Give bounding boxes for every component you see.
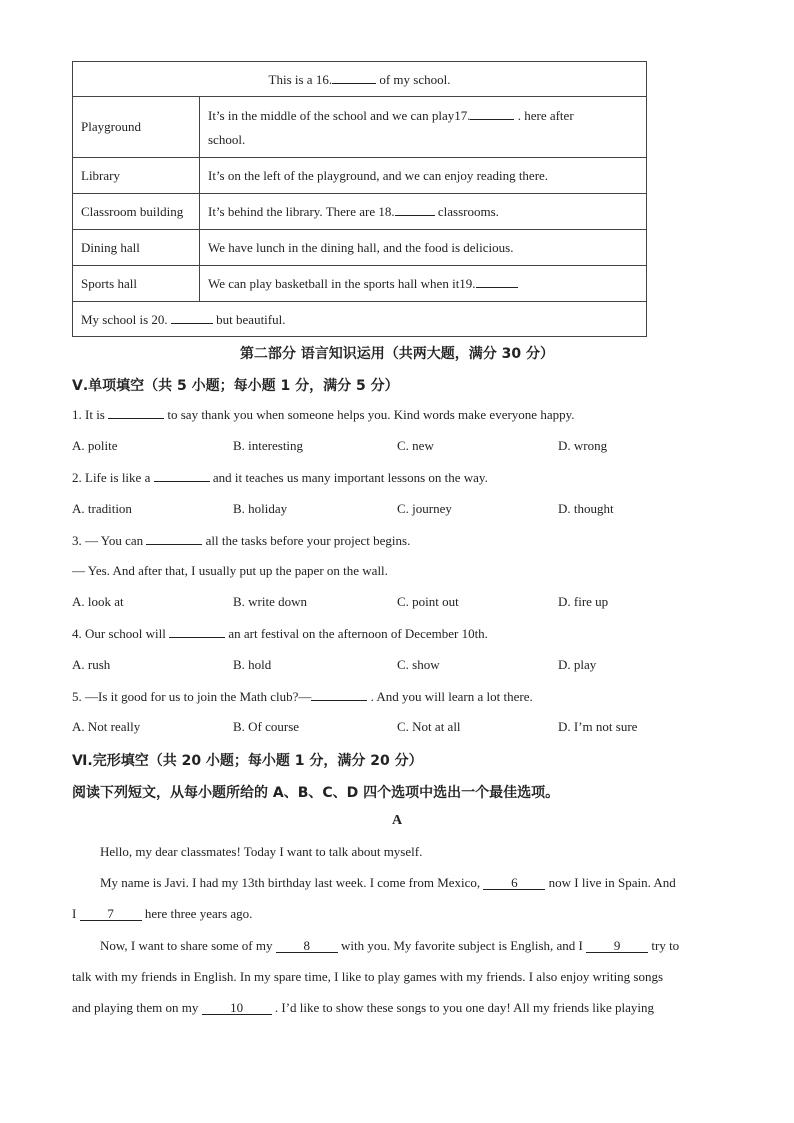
desc-text-pre: We can play basketball in the sports hall when it19. bbox=[208, 276, 476, 291]
stem-pre: 1. It is bbox=[72, 407, 109, 422]
stem-post: all the tasks before your project begins. bbox=[202, 533, 411, 548]
desc-text-pre: It’s behind the library. There are 18. bbox=[208, 204, 395, 219]
stem-post: and it teaches us many important lessons on the way. bbox=[209, 470, 488, 485]
blank-20 bbox=[171, 311, 213, 324]
q5-option-a: A. Not really bbox=[72, 719, 141, 734]
header-text-post: of my school. bbox=[376, 71, 451, 87]
q2-option-a: A. tradition bbox=[72, 501, 132, 516]
cloze-blank-8: 8 bbox=[276, 939, 338, 953]
place-cell: Library bbox=[73, 158, 200, 194]
place-cell: Playground bbox=[73, 97, 200, 158]
part2-title: 第二部分 语言知识运用（共两大题，满分 30 分） bbox=[239, 346, 555, 362]
desc-text-pre: It’s in the middle of the school and we can play17. bbox=[208, 107, 471, 123]
answer-blank bbox=[108, 406, 164, 419]
q1-option-c: C. new bbox=[397, 438, 434, 453]
section6-instruction: 阅读下列短文，从每小题所给的 A、B、C、D 四个选项中选出一个最佳选项。 bbox=[72, 785, 560, 801]
answer-blank bbox=[169, 625, 225, 638]
stem-post: . And you will learn a lot there. bbox=[367, 689, 533, 704]
stem-post: to say thank you when someone helps you. Kind words make everyone happy. bbox=[164, 407, 575, 422]
q4-option-d: D. play bbox=[558, 657, 597, 672]
table-row bbox=[73, 266, 647, 302]
q1-option-a: A. polite bbox=[72, 438, 118, 453]
text: now I live in Spain. And bbox=[545, 875, 676, 890]
question-5-stem bbox=[72, 688, 533, 705]
q2-option-d: D. thought bbox=[558, 501, 614, 516]
desc-cell bbox=[200, 194, 647, 230]
passage-line-2 bbox=[100, 875, 676, 891]
passage-line-5: talk with my friends in English. In my spare time, I like to play games with my friends. I also enjoy writing songs bbox=[72, 969, 664, 984]
q3-option-c: C. point out bbox=[397, 594, 459, 609]
desc-text-post: . here after bbox=[514, 107, 574, 123]
section5-title: Ⅴ.单项填空（共 5 小题；每小题 1 分，满分 5 分） bbox=[72, 378, 399, 394]
question-2-stem bbox=[72, 469, 488, 486]
answer-blank bbox=[146, 532, 202, 545]
passage-line-6 bbox=[72, 1000, 654, 1016]
q1-option-d: D. wrong bbox=[558, 438, 608, 453]
passage-label: A bbox=[391, 813, 403, 828]
q1-option-b: B. interesting bbox=[233, 438, 304, 453]
passage-line-3 bbox=[72, 906, 252, 922]
q4-option-b: B. hold bbox=[233, 657, 272, 672]
table-row bbox=[73, 158, 647, 194]
question-3-stem bbox=[72, 532, 410, 549]
q5-option-c: C. Not at all bbox=[397, 719, 461, 734]
cloze-blank-9: 9 bbox=[586, 939, 648, 953]
footer-text-pre: My school is 20. bbox=[81, 311, 171, 327]
desc-text-post: classrooms. bbox=[434, 204, 499, 219]
desc-cell bbox=[200, 266, 647, 302]
answer-blank bbox=[154, 469, 210, 482]
text: with you. My favorite subject is English, and I bbox=[337, 938, 587, 953]
place-cell: Sports hall bbox=[73, 266, 200, 302]
desc-cell bbox=[200, 97, 647, 158]
table-row bbox=[73, 230, 647, 266]
stem-post: an art festival on the afternoon of December 10th. bbox=[225, 626, 488, 641]
q2-option-c: C. journey bbox=[397, 501, 452, 516]
stem-pre: 5. —Is it good for us to join the Math club?— bbox=[72, 689, 312, 704]
school-places-table bbox=[72, 61, 647, 337]
blank-19 bbox=[476, 275, 518, 288]
stem-pre: 4. Our school will bbox=[72, 626, 170, 641]
desc-cell: We have lunch in the dining hall, and the food is delicious. bbox=[200, 230, 647, 266]
table-row bbox=[73, 194, 647, 230]
answer-blank bbox=[311, 688, 367, 701]
stem-pre: 3. — You can bbox=[72, 533, 147, 548]
stem-pre: 2. Life is like a bbox=[72, 470, 154, 485]
table-footer-row bbox=[73, 302, 647, 337]
table-footer-cell bbox=[73, 302, 647, 337]
section6-title: Ⅵ.完形填空（共 20 小题；每小题 1 分，满分 20 分） bbox=[72, 753, 423, 769]
cloze-blank-6: 6 bbox=[483, 876, 545, 890]
cloze-blank-7: 7 bbox=[80, 907, 142, 921]
passage-paragraph-1: Hello, my dear classmates! Today I want to talk about myself. bbox=[100, 844, 423, 859]
question-3-reply: — Yes. And after that, I usually put up the paper on the wall. bbox=[72, 563, 388, 578]
blank-16 bbox=[332, 71, 376, 84]
q3-option-b: B. write down bbox=[233, 594, 308, 609]
q3-option-a: A. look at bbox=[72, 594, 124, 609]
header-text-pre: This is a 16. bbox=[268, 71, 333, 87]
text: I bbox=[72, 906, 80, 921]
question-1-stem bbox=[72, 406, 575, 423]
q5-option-b: B. Of course bbox=[233, 719, 300, 734]
place-cell: Classroom building bbox=[73, 194, 200, 230]
text: and playing them on my bbox=[72, 1000, 202, 1015]
cloze-blank-10: 10 bbox=[202, 1001, 272, 1015]
q4-option-c: C. show bbox=[397, 657, 440, 672]
text: My name is Javi. I had my 13th birthday last week. I come from Mexico, bbox=[100, 875, 484, 890]
text: . I’d like to show these songs to you one day! All my friends like playing bbox=[271, 1000, 654, 1015]
blank-18 bbox=[395, 203, 435, 216]
table-row bbox=[73, 97, 647, 158]
q3-option-d: D. fire up bbox=[558, 594, 609, 609]
text: Now, I want to share some of my bbox=[100, 938, 276, 953]
desc-text-line2: school. bbox=[208, 131, 246, 147]
table-header-cell bbox=[73, 62, 647, 97]
question-4-stem bbox=[72, 625, 488, 642]
table-header-row bbox=[73, 62, 647, 97]
blank-17 bbox=[470, 107, 514, 120]
q5-option-d: D. I’m not sure bbox=[558, 719, 638, 734]
text: here three years ago. bbox=[141, 906, 253, 921]
passage-line-4 bbox=[100, 938, 679, 954]
q4-option-a: A. rush bbox=[72, 657, 111, 672]
q2-option-b: B. holiday bbox=[233, 501, 288, 516]
desc-cell: It’s on the left of the playground, and we can enjoy reading there. bbox=[200, 158, 647, 194]
text: try to bbox=[648, 938, 680, 953]
place-cell: Dining hall bbox=[73, 230, 200, 266]
footer-text-post: but beautiful. bbox=[212, 311, 286, 327]
